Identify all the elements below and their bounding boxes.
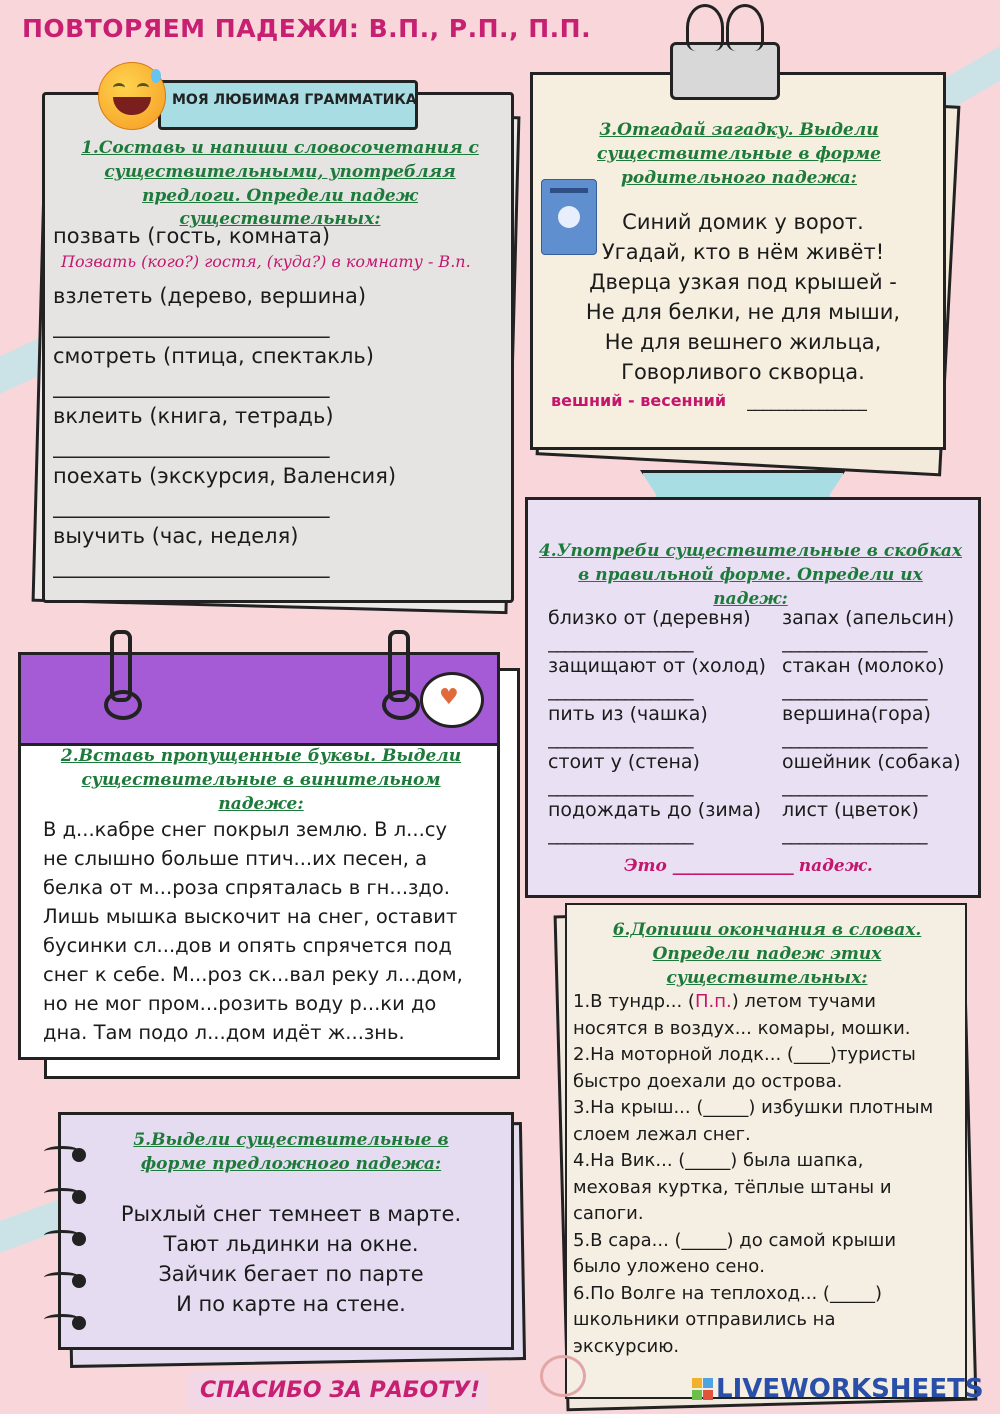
answer-line[interactable]: _________________ xyxy=(548,631,693,653)
poem-line: Синий домик у ворот. xyxy=(622,210,864,234)
task4-footer-start: Это xyxy=(624,856,667,876)
spiral-wire-icon xyxy=(44,1272,80,1283)
ring-hole-icon xyxy=(382,690,420,720)
task6-card xyxy=(565,903,967,1399)
text-line[interactable]: 3.На крыш... (_____) избушки плотным xyxy=(573,1097,934,1118)
answer-line[interactable]: _________________ xyxy=(782,727,927,749)
task4-item: стакан (молоко) xyxy=(782,655,945,677)
text-line: снег к себе. М...роз ск...вал реку л...дом, xyxy=(43,963,463,986)
task5-poem xyxy=(91,1199,491,1319)
task1-card xyxy=(42,92,514,603)
answer-line[interactable]: _________________ xyxy=(548,727,693,749)
task4-footer-end: падеж. xyxy=(798,856,873,876)
poem-line: Угадай, кто в нём живёт! xyxy=(601,240,885,264)
task4-footer xyxy=(624,856,873,876)
task3-answer-line[interactable]: _______________ xyxy=(747,391,867,412)
page-title: ПОВТОРЯЕМ ПАДЕЖИ: В.П., Р.П., П.П. xyxy=(22,14,592,43)
task1-item: смотреть (птица, спектакль) xyxy=(53,344,374,368)
text-line: 1.В тундр... (П.п.) летом тучами xyxy=(573,991,876,1012)
text-line: Лишь мышка выскочит на снег, оставит xyxy=(43,905,458,928)
answer-line[interactable]: _____________________________ xyxy=(53,374,329,398)
spiral-wire-icon xyxy=(44,1314,80,1325)
answer-line[interactable]: _________________ xyxy=(782,775,927,797)
task4-right-column xyxy=(782,606,974,846)
task4-left-column xyxy=(548,606,778,846)
task1-list xyxy=(53,221,508,581)
text-line: слоем лежал снег. xyxy=(573,1123,751,1145)
poem-line: Рыхлый снег темнеет в марте. xyxy=(120,1202,462,1226)
grammar-badge-label: МОЯ ЛЮБИМАЯ ГРАММАТИКА xyxy=(172,92,417,108)
task4-item: запах (апельсин) xyxy=(782,607,955,629)
text-line[interactable]: 4.На Вик... (_____) была шапка, xyxy=(573,1150,864,1171)
poem-line: Говорливого скворца. xyxy=(621,360,865,384)
task3-note: вешний - весенний xyxy=(551,391,727,410)
answer-line[interactable]: _________________ xyxy=(548,823,693,845)
answer-line[interactable]: _____________________________ xyxy=(53,494,329,518)
task4-item: лист (цветок) xyxy=(782,799,919,821)
task3-title: 3.Отгадай загадку. Выдели существительные в форме родительного падежа: xyxy=(597,120,881,188)
poem-line: Дверца узкая под крышей - xyxy=(589,270,897,294)
text-line: бусинки сл...дов и опять спрячется под xyxy=(43,934,452,957)
task4-card xyxy=(525,497,981,898)
text-line: дна. Там подо л...дом идёт ж...знь. xyxy=(43,1021,405,1044)
task1-item: взлететь (дерево, вершина) xyxy=(53,284,367,308)
text-line: быстро доехали до острова. xyxy=(573,1070,843,1092)
task4-title: 4.Употреби существительные в скобках в правильной форме. Определи их падеж: xyxy=(538,541,963,609)
task4-item: стоит у (стена) xyxy=(548,751,700,773)
laughing-emoji-icon xyxy=(98,62,166,130)
text-line: было уложено сено. xyxy=(573,1256,765,1277)
answer-line[interactable]: _________________ xyxy=(782,631,927,653)
task1-title: 1.Составь и напиши словосочетания с существительными, употребляя предлоги. Определи падеж существительных: xyxy=(81,138,479,230)
text-line[interactable]: 2.На моторной лодк... (____)туристы xyxy=(573,1044,916,1065)
task3-poem xyxy=(563,207,923,387)
answer-mark: П.п. xyxy=(694,991,732,1012)
task1-item: позвать (гость, комната) xyxy=(53,224,331,248)
spiral-wire-icon xyxy=(44,1188,80,1199)
poem-line: Зайчик бегает по парте xyxy=(158,1262,424,1286)
poem-line: Не для белки, не для мыши, xyxy=(585,300,901,324)
task2-text xyxy=(43,815,493,1047)
task4-item: пить из (чашка) xyxy=(548,703,708,725)
text-line[interactable]: 6.По Волге на теплоход... (_____) xyxy=(573,1282,882,1304)
poem-line: И по карте на стене. xyxy=(176,1292,406,1316)
answer-line[interactable]: _____________________________ xyxy=(53,314,329,338)
spiral-wire-icon xyxy=(44,1230,80,1241)
task3-card xyxy=(530,72,946,450)
swirl-icon xyxy=(540,1355,586,1397)
text-line: белка от м...роза спряталась в гн...здо. xyxy=(43,876,451,899)
task5-card xyxy=(58,1112,514,1350)
text-line: меховая куртка, тёплые штаны и xyxy=(573,1176,892,1198)
task6-text xyxy=(573,989,963,1360)
heart-bubble-icon: ♥ xyxy=(420,672,484,728)
poem-line: Не для вешнего жильца, xyxy=(604,330,882,354)
task1-item: вклеить (книга, тетрадь) xyxy=(53,404,334,428)
text-line: но не мог пром...розить воду р...ки до xyxy=(43,992,437,1015)
task5-title: 5.Выдели существительные в форме предложного падежа: xyxy=(133,1130,449,1174)
binder-clip-icon xyxy=(668,2,778,98)
task4-item: близко от (деревня) xyxy=(548,607,751,629)
text-line: не слышно больше птич...их песен, а xyxy=(43,847,428,870)
task1-item: поехать (экскурсия, Валенсия) xyxy=(53,464,397,488)
task1-item: выучить (час, неделя) xyxy=(53,524,299,548)
task4-item: защищают от (холод) xyxy=(548,655,766,677)
task4-item: вершина(гора) xyxy=(782,703,931,725)
text-line: экскурсию. xyxy=(573,1335,680,1357)
text-line: носятся в воздух... комары, мошки. xyxy=(573,1017,911,1039)
task2-title: 2.Вставь пропущенные буквы. Выдели существительные в винительном падеже: xyxy=(60,746,462,814)
thanks-label: СПАСИБО ЗА РАБОТУ! xyxy=(200,1378,481,1403)
answer-line[interactable]: _________________ xyxy=(782,679,927,701)
spiral-wire-icon xyxy=(44,1146,80,1157)
liveworksheets-logo-icon xyxy=(692,1378,714,1404)
task1-example: Позвать (кого?) гостя, (куда?) в комнату - В.п. xyxy=(61,252,471,271)
text-line: В д...кабре снег покрыл землю. В л...су xyxy=(43,818,448,841)
poem-line: Тают льдинки на окне. xyxy=(163,1232,419,1256)
answer-line[interactable]: _________________ xyxy=(782,823,927,845)
task4-item: ошейник (собака) xyxy=(782,751,961,773)
text-line: сапоги. xyxy=(573,1203,644,1224)
task6-title: 6.Допиши окончания в словах. Определи падеж этих существительных: xyxy=(612,920,922,988)
answer-line[interactable]: _________________ xyxy=(548,679,693,701)
text-line: школьники отправились на xyxy=(573,1309,836,1330)
answer-line[interactable]: _____________________________ xyxy=(53,434,329,458)
ring-hole-icon xyxy=(104,690,142,720)
text-line[interactable]: 5.В сара... (_____) до самой крыши xyxy=(573,1229,897,1251)
brand-label[interactable]: LIVEWORKSHEETS xyxy=(716,1374,984,1404)
task4-case-line[interactable]: ________________ xyxy=(672,856,793,876)
answer-line[interactable]: _____________________________ xyxy=(53,554,329,578)
answer-line[interactable]: _________________ xyxy=(548,775,693,797)
task4-item: подождать до (зима) xyxy=(548,799,762,821)
